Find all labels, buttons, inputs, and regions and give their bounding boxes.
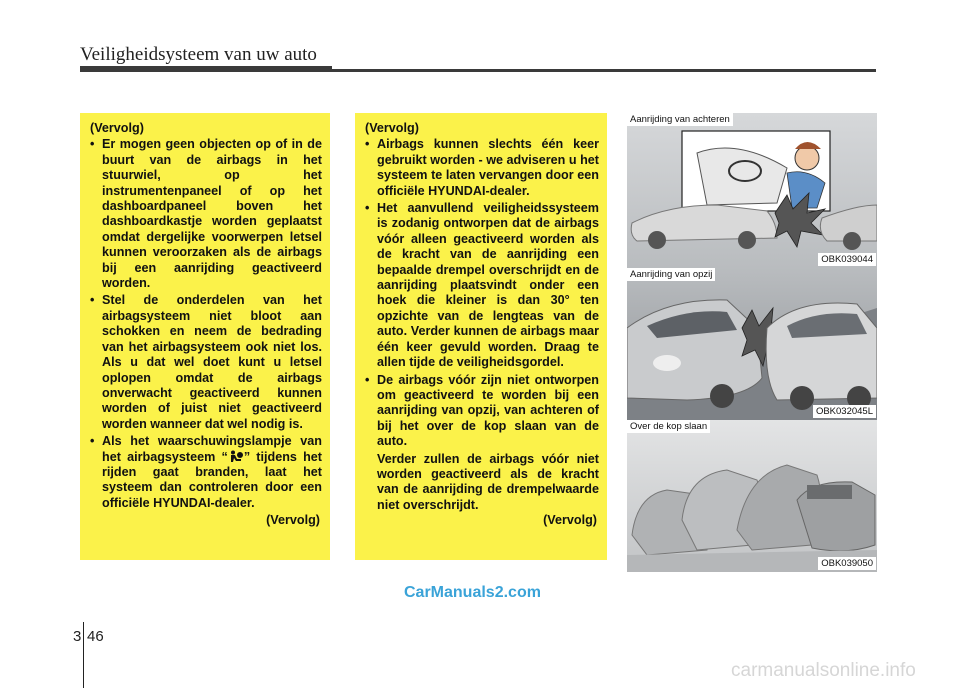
figure-2-code: OBK032045L [813, 405, 876, 418]
left-info-panel [80, 113, 330, 560]
left-bullet-3-after: ” tijdens het rijden gaat branden, laat het systeem dan controleren door een officiële HYUNDAI-dealer. [102, 449, 322, 510]
middle-continued-bottom: (Vervolg) [543, 513, 597, 528]
page-number-divider [83, 622, 84, 688]
middle-info-panel [355, 113, 607, 560]
left-bullet-list [90, 137, 322, 511]
figure-rear-collision [627, 113, 877, 268]
rear-collision-illustration [627, 113, 877, 268]
left-bullet-3 [90, 434, 322, 511]
left-bullet-2: • Stel de onderdelen van het airbagsysteem niet bloot aan schokken en neem de bedrading van het airbagsysteem ook niet los. Als u dat wel doet kunt u letsel oplopen omdat de airbags onverwacht geactiveerd kunnen worden of juist niet geactiveerd worden wanneer dat wel nodig is. [90, 293, 322, 432]
figure-1-code: OBK039044 [818, 253, 876, 266]
footer-watermark: carmanualsonline.info [731, 660, 916, 681]
page-chapter-number: 3 [73, 628, 82, 645]
figure-3-code: OBK039050 [818, 557, 876, 570]
middle-continued-top: (Vervolg) [365, 121, 419, 135]
page-header-title: Veiligheidsysteem van uw auto [80, 44, 317, 65]
middle-bullet-3: • De airbags vóór zijn niet ontworpen om geactiveerd te worden bij een aanrijding van opzij, van achteren of bij het over de kop slaan van de auto. [365, 373, 599, 450]
left-bullet-1: • Er mogen geen objecten op of in de buurt van de airbags in het stuurwiel, op het instrumentenpaneel of op het dashboardpaneel boven het dashboardkastje worden geplaatst omdat dergelijke voorwerpen letsel kunnen veroorzaken als de airbags bij een aanrijding geactiveerd worden. [90, 137, 322, 291]
figure-rollover [627, 420, 877, 572]
middle-sub-paragraph: Verder zullen de airbags vóór niet worden geactiveerd als de kracht van de aanrijding de drempelwaarde niet overschrijdt. [377, 451, 599, 512]
side-collision-illustration [627, 268, 877, 420]
figure-side-collision [627, 268, 877, 420]
figure-3-label: Over de kop slaan [627, 420, 710, 433]
figure-2-label: Aanrijding van opzij [627, 268, 715, 281]
carmanuals-watermark-link[interactable]: CarManuals2.com [404, 584, 541, 601]
airbag-warning-icon [228, 450, 244, 463]
left-continued-bottom: (Vervolg) [266, 513, 320, 528]
header-rule [80, 69, 876, 72]
middle-bullet-2: • Het aanvullend veiligheidssysteem is zodanig ontworpen dat de airbags vóór alleen geactiveerd worden als de kracht van de aanrijding een bepaalde drempel overschrijdt en de aanrijding plaatsvindt onder een hoek die kleiner is dan 30° ten opzichte van de lengteas van de auto. Verder kunnen de airbags maar één keer gevuld worden. Draag te allen tijde de veiligheidsgordel. [365, 201, 599, 370]
left-bullet-3-before: Als het waarschuwingslampje van het airbagsysteem “ [102, 434, 322, 464]
page-number: 46 [87, 628, 104, 645]
left-continued-top: (Vervolg) [90, 121, 144, 135]
figure-1-label: Aanrijding van achteren [627, 113, 733, 126]
middle-bullet-1: • Airbags kunnen slechts één keer gebruikt worden - we adviseren u het systeem te laten vervangen door een officiële HYUNDAI-dealer. [365, 137, 599, 199]
rollover-illustration [627, 420, 877, 572]
middle-bullet-list [365, 137, 599, 449]
